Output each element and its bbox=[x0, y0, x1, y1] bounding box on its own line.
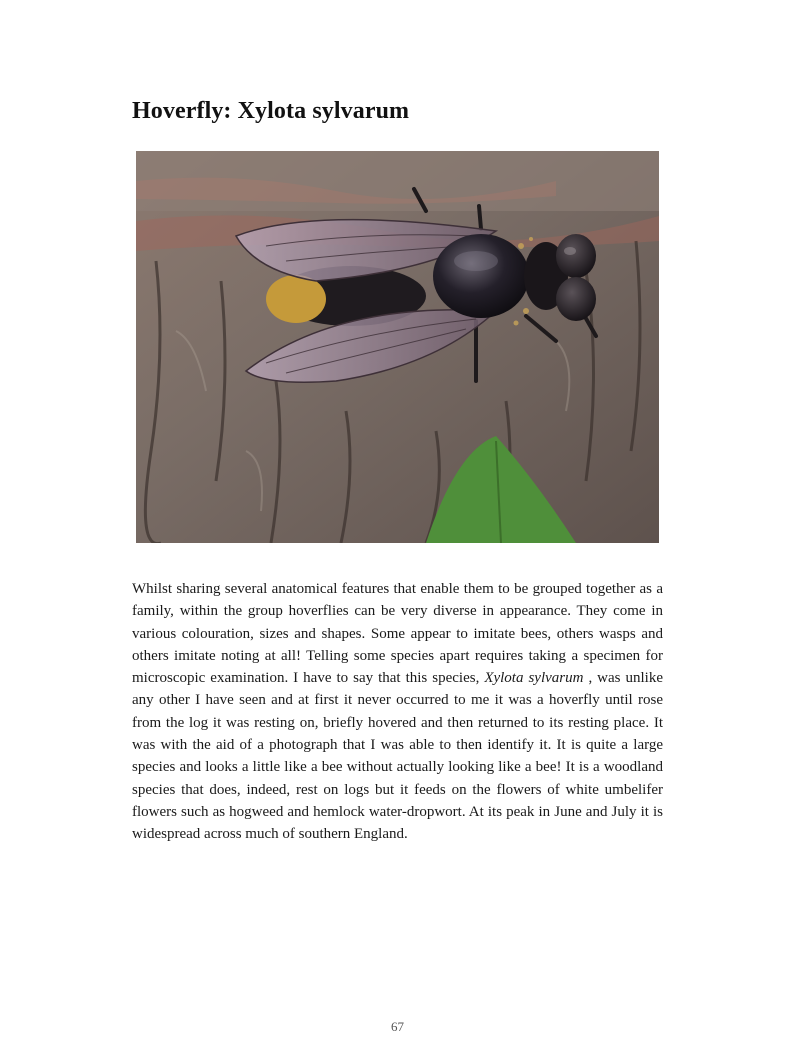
description-text-part-2: , was unlike any other I have seen and at first it never occurred to me it was a hoverfly until rose from the log it was resting on, briefly hovered and then returned to its resting place. It was with the aid of a photograph that I was able to then identify it. It is quite a large species and looks a little like a bee without actually looking like a bee! It is a woodland species that does, indeed, rest on logs but it feeds on the flowers of white umbelifer flowers such as hogweed and hemlock water-dropwort. At its peak in June and July it is widespread across much of southern England. bbox=[132, 670, 663, 843]
hoverfly-on-bark-image bbox=[136, 151, 659, 543]
page-title: Hoverfly: Xylota sylvarum bbox=[132, 98, 410, 124]
description-text-part-1: Whilst sharing several anatomical features that enable them to be grouped together as a family, within the group hoverflies can be very diverse in appearance. They come in various colouration, sizes and shapes. Some appear to imitate bees, others wasps and others imitate noting at all! Telling some species apart requires taking a specimen for microscopic examination. I have to say that this species, bbox=[132, 581, 663, 687]
hoverfly-photo bbox=[136, 151, 659, 543]
page-number: 67 bbox=[391, 1019, 404, 1034]
species-name: Xylota sylvarum bbox=[484, 670, 584, 687]
description-paragraph bbox=[132, 578, 663, 846]
